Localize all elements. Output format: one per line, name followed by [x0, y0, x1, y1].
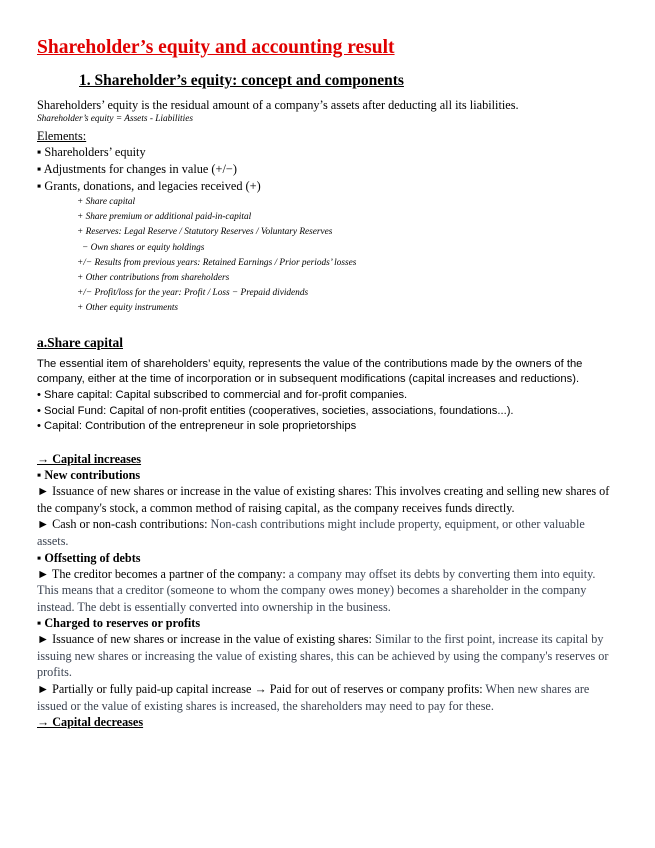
spacer [37, 317, 619, 334]
item-lead: ► The creditor becomes a partner of the company: [37, 566, 286, 581]
offsetting-debts-heading: ▪ Offsetting of debts [37, 550, 141, 565]
elements-bullet: ▪ Grants, donations, and legacies received (+) [37, 179, 261, 193]
section-1-heading: 1. Shareholder’s equity: concept and components [79, 72, 404, 89]
equity-component: +/− Profit/loss for the year: Profit / Loss − Prepaid dividends [77, 288, 309, 299]
equity-formula: Shareholder’s equity = Assets - Liabilities [37, 114, 193, 124]
reserves-profits-heading: ▪ Charged to reserves or profits [37, 616, 201, 631]
equity-component: + Share capital [77, 197, 136, 207]
capital-decreases-link[interactable]: → Capital decreases [37, 715, 144, 730]
item-text: This involves creating and selling new shares of the company's stock, a common method of raising capital, as the company receives funds directly. [37, 484, 610, 515]
item-lead: ► Partially or fully paid-up capital increase → Paid for out of reserves or company profits: [37, 682, 483, 697]
equity-component: − Own shares or equity holdings [82, 242, 205, 253]
document-title: Shareholder’s equity and accounting result [37, 37, 395, 58]
reserves-profits-item [37, 681, 619, 714]
item-text: When new shares are issued or the value of existing shares is increased, the shareholders may need to pay for these. [37, 682, 590, 713]
item-text: a company may offset its debts by converting them into equity. This means that a creditor (someone to whom the company owes money) becomes a shareholder in the company instead. The debt is essentially converted into ownership in the business. [37, 566, 596, 614]
new-contributions-item [37, 483, 619, 516]
equity-component: + Other equity instruments [77, 303, 179, 314]
elements-bullet: ▪ Shareholders’ equity [37, 145, 146, 159]
document-page [37, 36, 619, 730]
spacer [37, 435, 619, 451]
share-capital-item: • Capital: Contribution of the entrepreneur in sole proprietorships [37, 420, 357, 433]
equity-component: +/− Results from previous years: Retained Earnings / Prior periods’ losses [77, 257, 357, 268]
new-contributions-heading: ▪ New contributions [37, 468, 141, 483]
item-lead: ► Issuance of new shares or increase in the value of existing shares: [37, 632, 372, 647]
equity-component: + Reserves: Legal Reserve / Statutory Reserves / Voluntary Reserves [77, 227, 333, 238]
share-capital-intro: The essential item of shareholders’ equity, represents the value of the contributions made by the owners of the company, either at the time of incorporation or in subsequent modifications (capital increases and reductions). [37, 357, 583, 386]
share-capital-heading: a.Share capital [37, 334, 124, 350]
share-capital-item: • Share capital: Capital subscribed to commercial and for-profit companies. [37, 389, 408, 402]
reserves-profits-item [37, 631, 619, 681]
offsetting-debts-item [37, 566, 619, 616]
equity-component: + Share premium or additional paid-in-capital [77, 212, 252, 223]
item-lead: ► Issuance of new shares or increase in the value of existing shares: [37, 484, 372, 499]
equity-definition: Shareholders’ equity is the residual amount of a company’s assets after deducting all its liabilities. [37, 98, 519, 112]
item-lead: ► Cash or non-cash contributions: [37, 517, 208, 532]
item-text: Non-cash contributions might include property, equipment, or other valuable assets. [37, 517, 585, 548]
equity-component: + Other contributions from shareholders [77, 273, 230, 284]
elements-label: Elements: [37, 129, 87, 143]
elements-bullet: ▪ Adjustments for changes in value (+/−) [37, 162, 237, 176]
share-capital-item: • Social Fund: Capital of non-profit entities (cooperatives, societies, associations, foundations...). [37, 404, 514, 417]
new-contributions-item [37, 516, 619, 549]
item-text: Similar to the first point, increase its capital by issuing new shares or increasing the value of existing shares, this can be achieved by using the company's reserves or profits. [37, 632, 609, 680]
capital-increases-link[interactable]: → Capital increases [37, 452, 142, 467]
